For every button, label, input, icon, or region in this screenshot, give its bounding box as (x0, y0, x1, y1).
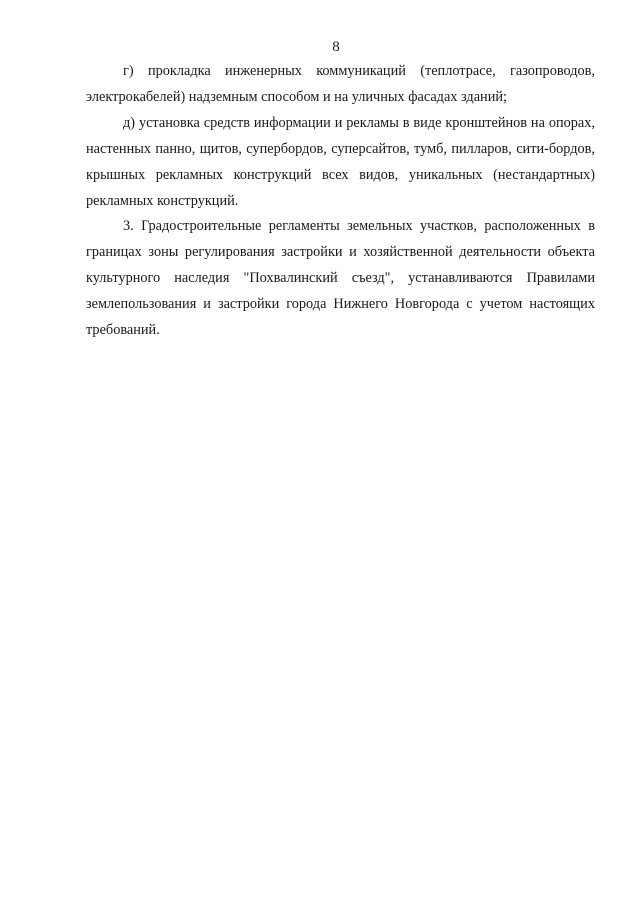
paragraph-item-3: 3. Градостроительные регламенты земельных участков, расположенных в границах зоны регулирования застройки и хозяйственной деятельности объекта культурного наследия "Похвалинский съезд", устанавливаются Правилами землепользования и застройки города Нижнего Новгорода с учетом настоящих требований. (86, 218, 595, 339)
document-body (86, 59, 595, 344)
paragraph-item-g: г) прокладка инженерных коммуникаций (теплотрасе, газопроводов, электрокабелей) надземным способом и на уличных фасадах зданий; (86, 63, 595, 105)
paragraph-item-d: д) установка средств информации и рекламы в виде кронштейнов на опорах, настенных панно, щитов, супербордов, суперсайтов, тумб, пилларов, сити-бордов, крышных рекламных конструкций всех видов, уникальных (нестандартных) рекламных конструкций. (86, 114, 595, 209)
page-number: 8 (332, 39, 340, 55)
